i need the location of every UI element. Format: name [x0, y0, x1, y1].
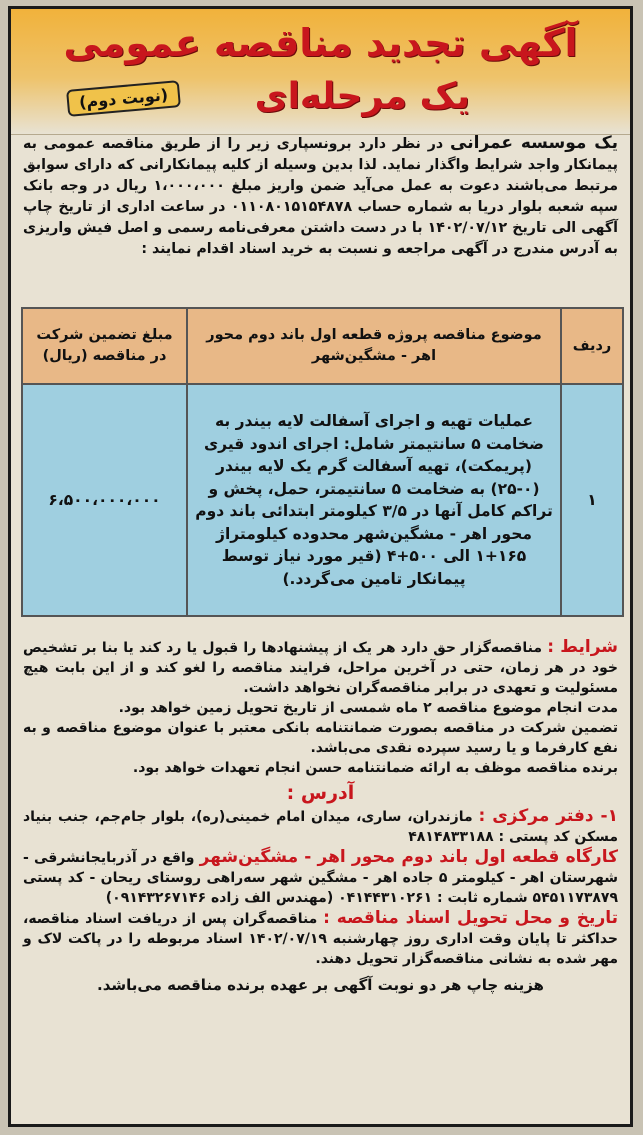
tender-notice: [8, 6, 633, 1127]
header-row-number: ردیف: [561, 308, 623, 384]
address-title: آدرس :: [286, 782, 355, 804]
conditions-section: [23, 637, 618, 995]
notice-subtitle: یک مرحله‌ای: [254, 76, 470, 117]
intro-paragraph: [23, 133, 618, 260]
header-guarantee-amount: مبلغ تضمین شرکت در مناقصه (ریال): [22, 308, 187, 384]
table-row: [22, 384, 623, 616]
round-badge: (نوبت دوم): [66, 80, 181, 117]
condition-3: تضمین شرکت در مناقصه بصورت ضمانتنامه بانکی معتبر با عنوان موضوع مناقصه و به نفع کارفرما و یا رسید سپرده نقدی می‌باشد.: [23, 720, 618, 756]
site-label: کارگاه قطعه اول باند دوم محور اهر - مشگین‌شهر: [199, 847, 618, 867]
organization-name: یک موسسه عمرانی: [450, 133, 619, 153]
header-subject: موضوع مناقصه پروژه قطعه اول باند دوم محور اهر - مشگین‌شهر: [187, 308, 561, 384]
office-address: [23, 806, 618, 847]
delivery-text: مناقصه‌گران پس از دریافت اسناد مناقصه، حداکثر تا پایان وقت اداری روز چهارشنبه ۱۴۰۲/۰۷/۱۹ اسناد مربوطه را در پاکت لاک و مهر شده به نشانی مناقصه‌گزار تحویل دهند.: [23, 911, 619, 967]
office-label: ۱- دفتر مرکزی :: [478, 806, 618, 826]
row-description: عملیات تهیه و اجرای آسفالت لایه بیندر به ضخامت ۵ سانتیمتر شامل: اجرای اندود قیری (پریمکت)، تهیه آسفالت گرم یک لایه بیندر (۰-۲۵) به ضخامت ۵ سانتیمتر، حمل، پخش و تراکم کامل آنها در ۳/۵ کیلومتر ابتدائی باند دوم محور اهر - مشگین‌شهر محدوده کیلومتراژ ۱۶۵+۱ الی ۵۰۰+۴ (قیر مورد نیاز توسط پیمانکار تامین می‌گردد.): [187, 384, 561, 616]
delivery-label: تاریخ و محل تحویل اسناد مناقصه :: [323, 908, 618, 928]
condition-4: برنده مناقصه موظف به ارائه ضمانتنامه حسن انجام تعهدات خواهد بود.: [132, 760, 618, 776]
table-header-row: [22, 308, 623, 384]
notice-header: [11, 9, 630, 135]
footer-note: هزینه چاپ هر دو نوبت آگهی بر عهده برنده مناقصه می‌باشد.: [97, 976, 544, 994]
conditions-label: شرایط :: [547, 637, 618, 657]
condition-1-text: مناقصه‌گزار حق دارد هر یک از پیشنهادها را قبول یا رد کند یا بنا بر تشخیص خود در هر زمان، حتی در آخرین مراحل، فرایند مناقصه را لغو کند و از این بابت هیچ مسئولیت و تعهدی در برابر مناقصه‌گران نخواهد داشت.: [23, 640, 618, 696]
row-guarantee-amount: ۶،۵۰۰،۰۰۰،۰۰۰: [22, 384, 187, 616]
condition-1: [23, 637, 618, 698]
condition-2: مدت انجام موضوع مناقصه ۲ ماه شمسی از تاریخ تحویل زمین خواهد بود.: [118, 700, 618, 716]
notice-title: آگهی تجدید مناقصه عمومی: [63, 21, 578, 65]
delivery-info: [23, 908, 618, 969]
row-number: ۱: [561, 384, 623, 616]
tender-table: [21, 307, 624, 617]
site-text: واقع در آذربایجانشرقی - شهرستان اهر - کیلومتر ۵ جاده اهر - مشگین شهر سه‌راهی روستای ریحان - کد پستی ۵۴۵۱۱۷۳۸۷۹ شماره ثابت : ۰۴۱۴۴۳۱۰۲۶۱ (مهندس الف زاده ۰۹۱۴۳۲۶۷۱۴۶): [23, 850, 618, 906]
site-address: [23, 847, 618, 908]
intro-text: در نظر دارد برونسپاری زیر را از طریق مناقصه عمومی به پیمانکار واجد شرایط واگذار نماید. لذا بدین وسیله از کلیه پیمانکارانی که دارای سوابق مرتبط می‌باشند دعوت به عمل می‌آید ضمن واریز مبلغ ۱،۰۰۰،۰۰۰ ریال در وجه بانک سپه شعبه بلوار دریا به شماره حساب ۰۱۱۰۸۰۱۵۱۵۴۸۷۸ در ساعت اداری از تاریخ چاپ آگهی الی تاریخ ۱۴۰۲/۰۷/۱۲ با در دست داشتن معرفی‌نامه رسمی و اصل فیش واریزی به آدرس مندرج در آگهی مراجعه و نسبت به خرید اسناد اقدام نمایند :: [23, 136, 619, 257]
office-text: مازندران، ساری، میدان امام خمینی(ره)، بلوار جام‌جم، جنب بنیاد مسکن کد پستی : ۴۸۱۴۸۳۳۱۸۸: [23, 809, 618, 845]
